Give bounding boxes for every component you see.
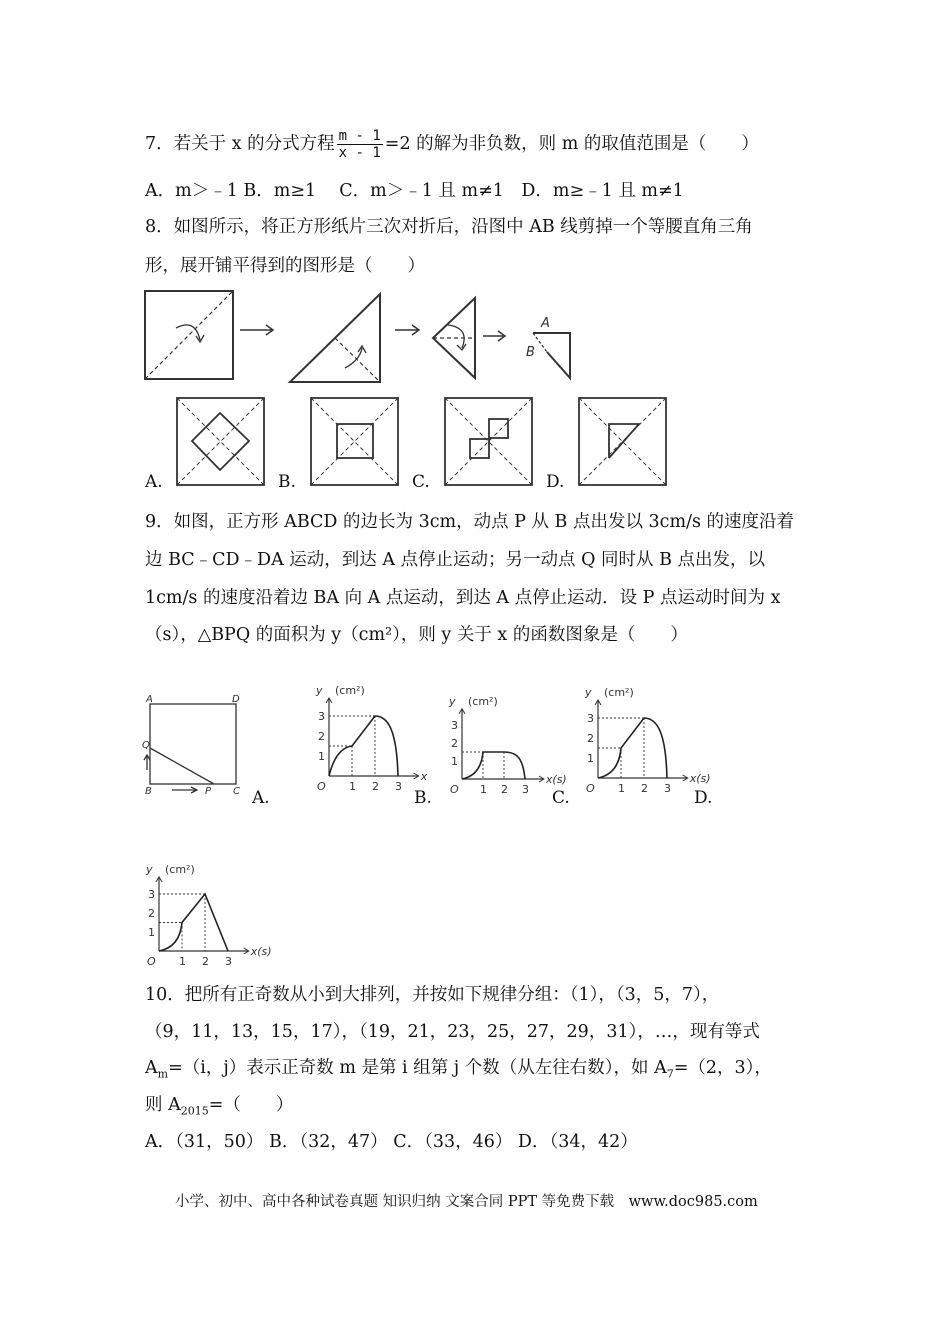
q10-line1: 10．把所有正奇数从小到大排列，并按如下规律分组：（1），（3，5，7），: [145, 985, 720, 1005]
y-axis-label: y: [585, 686, 592, 699]
q7-frac-num: m - 1: [338, 128, 381, 144]
q8-line2: 形，展开铺平得到的图形是（ ）: [145, 256, 425, 276]
x-tick-label: 2: [372, 780, 379, 793]
y-tick-label: 3: [451, 719, 458, 732]
q8-fold-label-a: A: [541, 316, 550, 331]
q9-label-c: C: [233, 786, 240, 797]
q9-graph-a: [315, 684, 428, 793]
y-tick-label: 3: [148, 888, 155, 901]
q10-line2: （9，11，13，15，17），（19，21，23，25，27，29，31），…，现有等式: [145, 1022, 760, 1042]
q9-option-c: C.: [552, 788, 570, 808]
x-tick-label: 3: [522, 783, 529, 796]
x-tick-label: 2: [501, 783, 508, 796]
x-tick-label: 2: [641, 782, 648, 795]
q10-sub-m: m: [157, 1067, 169, 1081]
page-footer: 小学、初中、高中各种试卷真题 知识归纳 文案合同 PPT 等免费下载 www.doc985.com: [175, 1194, 758, 1210]
x-tick-label: 3: [395, 780, 402, 793]
origin-label: O: [586, 782, 595, 795]
x-tick-label: 3: [664, 782, 671, 795]
y-axis-label: y: [316, 684, 323, 697]
y-tick-label: 1: [148, 926, 155, 939]
q9-label-q: Q: [142, 740, 150, 751]
x-tick-label: 1: [349, 780, 356, 793]
y-tick-label: 1: [451, 755, 458, 768]
y-axis-label: y: [449, 695, 456, 709]
x-tick-label: 1: [179, 955, 186, 968]
y-tick-label: 2: [318, 730, 325, 743]
unit-label: (cm²): [165, 863, 195, 877]
origin-label: O: [317, 780, 326, 793]
q10-line3-text: =（i，j）表示正奇数 m 是第 i 组第 j 个数（从左往右数），如 A: [168, 1058, 667, 1078]
q9-line2: 边 BC﹣CD﹣DA 运动，到达 A 点停止运动；另一动点 Q 同时从 B 点出发，以: [145, 550, 766, 570]
y-tick-label: 1: [318, 750, 325, 763]
unit-label: (cm²): [604, 686, 634, 699]
origin-label: O: [147, 955, 156, 968]
q8-option-c: C.: [412, 472, 430, 492]
x-axis-label: x: [420, 770, 428, 783]
function-curve: [462, 752, 525, 779]
q7-options: A．m＞﹣1 B．m≥1 C．m＞﹣1 且 m≠1 D．m≥﹣1 且 m≠1: [145, 181, 684, 201]
y-tick-label: 3: [318, 710, 325, 723]
y-tick-label: 2: [148, 907, 155, 920]
q8-option-a: A.: [145, 472, 163, 492]
q10-line3: [145, 1056, 772, 1087]
function-curve: [329, 716, 398, 776]
q9-graph-d: [584, 686, 711, 795]
q9-option-d: D.: [694, 788, 713, 808]
y-tick-label: 3: [587, 712, 594, 725]
q9-label-a: A: [146, 694, 153, 705]
x-axis-label: x(s): [689, 772, 711, 785]
q10-line4-end: =（ ）: [208, 1095, 294, 1115]
unit-label: (cm²): [468, 695, 498, 709]
q9-graph-c: [448, 695, 567, 796]
q8-line1: 8．如图所示，将正方形纸片三次对折后，沿图中 AB 线剪掉一个等腰直角三角: [145, 217, 753, 237]
q9-line1: 9．如图，正方形 ABCD 的边长为 3cm，动点 P 从 B 点出发以 3cm/s 的速度沿着: [145, 512, 795, 532]
unit-label: (cm²): [335, 684, 365, 697]
q9-label-b: B: [145, 786, 152, 797]
x-tick-label: 3: [225, 955, 232, 968]
x-tick-label: 1: [480, 783, 487, 796]
q7-frac-den: x - 1: [338, 145, 381, 161]
q8-option-b: B.: [278, 472, 296, 492]
y-tick-label: 1: [587, 752, 594, 765]
q10-a-symbol: A: [145, 1058, 158, 1078]
q9-graph-b: [145, 863, 272, 968]
x-tick-label: 1: [618, 782, 625, 795]
y-axis-label: y: [146, 863, 153, 877]
q8-fold-label-b: B: [526, 345, 535, 360]
q9-line4: （s），△BPQ 的面积为 y（cm²），则 y 关于 x 的函数图象是（ ）: [145, 625, 688, 645]
q9-option-b: B.: [414, 788, 432, 808]
q9-label-d: D: [232, 694, 240, 705]
q9-label-p: P: [205, 786, 212, 797]
q9-line3: 1cm/s 的速度沿着边 BA 向 A 点运动，到达 A 点停止运动．设 P 点运动时间为 x: [145, 588, 781, 608]
q7-prefix: 7．若关于 x 的分式方程: [145, 134, 335, 154]
q10-sub-2015: 2015: [180, 1104, 209, 1118]
y-tick-label: 2: [587, 732, 594, 745]
function-curve: [598, 718, 667, 778]
q10-options: A．（31，50） B．（32，47） C．（33，46） D．（34，42）: [145, 1132, 638, 1152]
x-axis-label: x(s): [250, 945, 272, 958]
q7-suffix: =2 的解为非负数，则 m 的取值范围是（ ）: [384, 134, 759, 154]
y-tick-label: 2: [451, 737, 458, 750]
q10-sub-7: 7: [666, 1067, 674, 1081]
x-tick-label: 2: [202, 955, 209, 968]
q10-line3-end: =（2，3），: [673, 1058, 772, 1078]
q10-line4: [145, 1093, 293, 1124]
function-curve: [159, 894, 228, 951]
x-axis-label: x(s): [545, 773, 567, 786]
q9-option-a: A.: [252, 788, 270, 808]
q10-line4-text: 则 A: [145, 1095, 181, 1115]
origin-label: O: [450, 783, 459, 796]
q8-option-d: D.: [546, 472, 565, 492]
